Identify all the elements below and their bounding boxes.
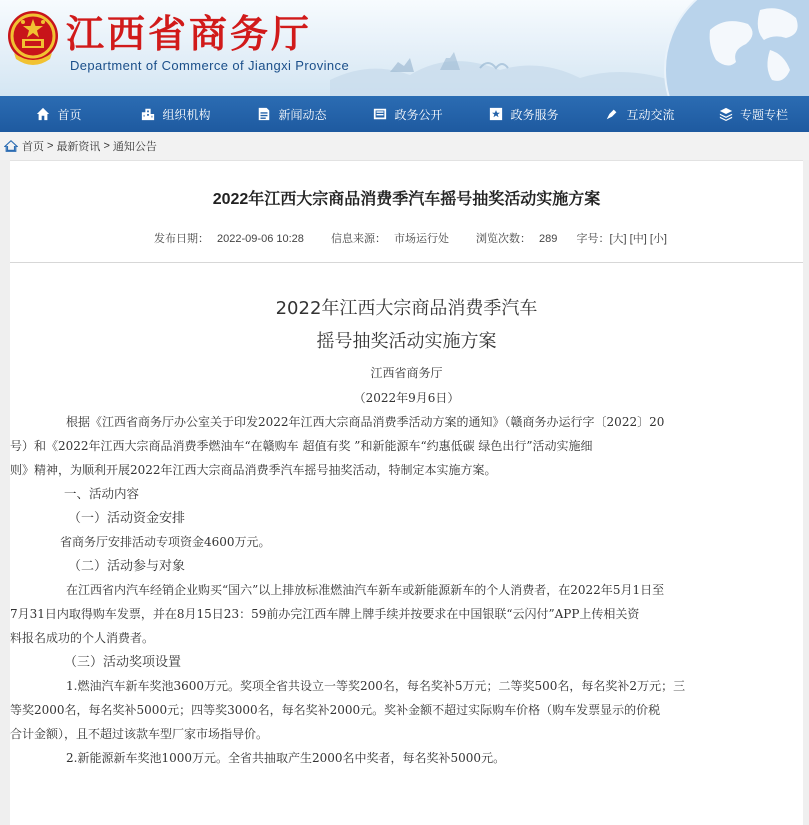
nav-label: 组织机构 [162, 107, 211, 122]
service-icon [489, 107, 503, 121]
font-size-control: 字号：[大] [中] [小] [576, 233, 667, 245]
nav-interaction[interactable] [582, 96, 698, 132]
nav-label: 政务服务 [510, 107, 559, 122]
font-size-medium-button[interactable]: [中] [629, 233, 647, 245]
nav-label: 新闻动态 [278, 107, 327, 122]
text-line: 1.燃油汽车新车奖池3600万元。奖项全省共设立一等奖200名，每名奖补5万元；二等奖500名，每名奖补2万元；三 [66, 679, 686, 693]
text-line: 省商务厅安排活动专项资金4600万元。 [60, 535, 271, 549]
news-icon [257, 107, 271, 121]
text-line: 则》精神，为顺利开展2022年江西大宗商品消费季汽车摇号抽奖活动，特制定本实施方案。 [10, 463, 497, 477]
interact-icon [605, 107, 619, 121]
text-line: 号）和《2022年江西大宗商品消费季燃油车“在赣购车 超值有奖 ”和新能源车“约惠低碳 绿色出行”活动实施细 [10, 439, 593, 453]
publish-date: 发布日期： 2022-09-06 10:28 [154, 233, 304, 245]
public-icon [373, 107, 387, 121]
section-heading: 一、活动内容 [64, 487, 140, 501]
breadcrumb-separator: > [103, 140, 110, 152]
breadcrumb-home[interactable]: 首页 [22, 141, 44, 153]
prize-paragraph-nev: 2.新能源新车奖池1000万元。全省共抽取产生2000名中奖者，每名奖补5000元。 [66, 751, 506, 765]
nav-label: 政务公开 [394, 107, 443, 122]
nav-topics[interactable] [698, 96, 809, 132]
subsection-heading: （三）活动奖项设置 [64, 654, 182, 669]
view-count: 浏览次数： 289 [476, 233, 558, 245]
prize-paragraph-fuel [10, 674, 771, 746]
nav-label: 专题专栏 [739, 107, 788, 122]
document-org: 江西省商务厅 [370, 366, 443, 380]
subsection-heading: （二）活动参与对象 [68, 558, 186, 573]
text-line: 在江西省内汽车经销企业购买“国六”以上排放标准燃油汽车新车或新能源新车的个人消费者，在2022年5月1日至 [66, 583, 665, 597]
topic-icon [719, 107, 733, 121]
document-heading-line1: 2022年江西大宗商品消费季汽车 [275, 298, 538, 319]
national-emblem-icon [6, 9, 60, 71]
text-line: 等奖2000名，每名奖补5000元；四等奖3000名，每名奖补2000元。奖补金额不超过实际购车价格（购车发票显示的价税 [10, 703, 661, 717]
home-icon [4, 139, 18, 153]
breadcrumb-latest-news[interactable]: 最新资讯 [56, 141, 101, 153]
nav-public-affairs[interactable] [350, 96, 466, 132]
home-icon [36, 107, 50, 121]
nav-gov-service[interactable] [466, 96, 582, 132]
nav-organization[interactable] [118, 96, 234, 132]
text-line: 根据《江西省商务厅办公室关于印发2022年江西大宗商品消费季活动方案的通知》（赣商务办运行字〔2022〕20 [66, 415, 665, 429]
subsection-heading: （一）活动资金安排 [68, 510, 186, 525]
site-header [0, 0, 809, 96]
breadcrumb-separator: > [47, 140, 54, 152]
intro-paragraph [10, 410, 771, 482]
font-size-large-button[interactable]: [大] [609, 233, 627, 245]
divider [10, 262, 803, 263]
document-heading-line2: 摇号抽奖活动实施方案 [316, 331, 497, 352]
org-icon [141, 107, 155, 121]
article-meta [10, 230, 803, 246]
nav-home[interactable] [0, 96, 118, 132]
font-size-small-button[interactable]: [小] [649, 233, 667, 245]
article-title: 2022年江西大宗商品消费季汽车摇号抽奖活动实施方案 [212, 191, 601, 208]
site-title: 江西省商务厅 [66, 11, 313, 56]
nav-news[interactable] [234, 96, 350, 132]
text-line: 7月31日内取得购车发票，并在8月15日23：59前办完江西车牌上牌手续并按要求在中国银联“云闪付”APP上传相关资 [10, 607, 640, 621]
nav-label: 互动交流 [626, 107, 675, 122]
article-panel [10, 160, 803, 825]
nav-label: 首页 [57, 107, 82, 122]
site-subtitle: Department of Commerce of Jiangxi Province [70, 58, 350, 73]
globe-illustration [610, 0, 809, 96]
subsection-paragraph [10, 578, 771, 650]
breadcrumb-notices[interactable]: 通知公告 [112, 141, 157, 153]
text-line: 合计金额），且不超过该款车型厂家市场指导价。 [10, 727, 269, 741]
document-body [10, 410, 771, 770]
info-source: 信息来源： 市场运行处 [330, 233, 449, 245]
text-line: 料报名成功的个人消费者。 [10, 631, 155, 645]
document-date: （2022年9月6日） [353, 391, 460, 405]
breadcrumb [0, 132, 809, 160]
main-nav [0, 96, 809, 132]
